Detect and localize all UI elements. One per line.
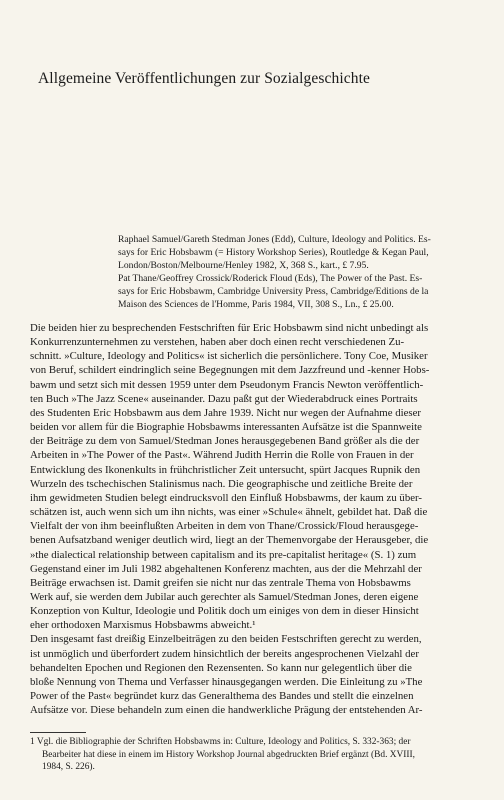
body-line: Werk auf, sie werden dem Jubilar auch gerechter als Samuel/Stedman Jones, deren eigene	[30, 590, 419, 603]
review-body	[30, 321, 474, 717]
body-line: Den insgesamt fast dreißig Einzelbeiträgen zu den beiden Festschriften gerecht zu werden,	[30, 633, 422, 646]
bibliography-line: London/Boston/Melbourne/Henley 1982, X, 368 S., kart., £ 7.95.	[118, 260, 369, 271]
body-line: des Studenten Eric Hobsbawm aus dem Jahre 1939. Nicht nur wegen der Aufnahme dieser	[30, 406, 421, 419]
bibliography-line: says for Eric Hobsbawm, Cambridge University Press, Cambridge/Editions de la	[118, 286, 429, 297]
body-line: Gegenstand einer im Juli 1982 abgehaltenen Konferenz machten, aus der die Mehrzahl der	[30, 562, 422, 575]
bibliography-line: says for Eric Hobsbawm (= History Workshop Series), Routledge & Kegan Paul,	[118, 247, 429, 258]
footnote	[30, 736, 474, 774]
body-line: ihm gewidmeten Studien belegt eindrucksvoll den Einfluß Hobsbawms, der kaum zu über-	[30, 491, 422, 504]
body-line: ist unmöglich und überfordert zudem hinsichtlich der bereits angesprochenen Vielzahl der	[30, 647, 419, 660]
body-line: Konkurrenzunternehmen zu verstehen, haben aber doch einen recht verschiedenen Zu-	[30, 336, 405, 349]
footnote-divider	[30, 732, 86, 733]
bibliography-line: Maison des Sciences de l'Homme, Paris 1984, VII, 308 S., Ln., £ 25.00.	[118, 299, 394, 310]
body-line: »the dialectical relationship between capitalism and its pre-capitalist heritage« (S. 1) zum	[30, 548, 417, 561]
body-line: Beiträge erwachsen ist. Damit greifen sie nicht nur das zentrale Thema von Hobsbawms	[30, 576, 411, 589]
body-line: Konzeption von Kultur, Ideologie und Politik doch um einiges von dem in dieser Hinsicht	[30, 605, 419, 618]
body-line: bawm und setzt sich mit dessen 1959 unter dem Pseudonym Francis Newton veröffentlich-	[30, 378, 424, 391]
bibliography-line: Raphael Samuel/Gareth Stedman Jones (Edd), Culture, Ideology and Politics. Es-	[118, 234, 431, 245]
body-line: bloße Nennung von Thema und Verfasser hinausgegangen werden. Die Einleitung zu »The	[30, 675, 423, 688]
footnote-line: 1 Vgl. die Bibliographie der Schriften Hobsbawms in: Culture, Ideology and Politics, S. 332-363; der	[30, 737, 411, 747]
body-line: Wurzeln des tschechischen Stalinismus nach. Die geographische und zeitliche Breite der	[30, 477, 413, 490]
body-line: der Beiträge zu dem von Samuel/Stedman Jones herausgegebenen Band größer als die der	[30, 435, 420, 448]
body-line: Die beiden hier zu besprechenden Festschriften für Eric Hobsbawm sind nicht unbedingt als	[30, 322, 429, 334]
bibliographic-entries	[118, 233, 470, 311]
bibliography-line: Pat Thane/Geoffrey Crossick/Roderick Floud (Eds), The Power of the Past. Es-	[118, 273, 423, 284]
body-line: benen Aufsatzband weniger deutlich wird, liegt an der Themenvorgabe der Herausgeber, die	[30, 534, 429, 547]
body-line: Power of the Past« begründet kurz das Generalthema des Bandes und stellt die einzelnen	[30, 690, 414, 703]
body-line: Vielfalt der von ihm beeinflußten Arbeiten in dem von Thane/Crossick/Floud herausgege-	[30, 520, 419, 533]
body-line: Arbeiten in »The Power of the Past«. Während Judith Herrin die Rolle von Frauen in der	[30, 449, 414, 462]
body-line: beiden vor allem für die Biographie Hobsbawms interessanten Aufsätze ist die Spannweite	[30, 421, 422, 434]
body-line: eher orthodoxen Marxismus Hobsbawms abweicht.¹	[30, 619, 256, 632]
footnote-line: 1984, S. 226).	[42, 762, 95, 773]
body-line: Entwicklung des Ikonenkults in frühchristlicher Zeit untersucht, spürt Jacques Rupnik den	[30, 463, 421, 476]
body-line: schnitt. »Culture, Ideology and Politics« ist sicherlich die persönlichere. Tony Coe, Musiker	[30, 350, 428, 363]
body-line: ten Buch »The Jazz Scene« auseinander. Dazu paßt gut der Wiederabdruck eines Portraits	[30, 392, 418, 405]
section-heading: Allgemeine Veröffentlichungen zur Sozialgeschichte	[38, 70, 370, 87]
body-line: behandelten Epochen und Regionen den Rezensenten. So kann nur gelegentlich über die	[30, 661, 412, 674]
body-line: schätzen ist, auch wenn sich um ihn nichts, was einer »Schule« ähnelt, gebildet hat. Daß die	[30, 506, 428, 519]
body-line: Aufsätze vor. Diese behandeln zum einen die handwerkliche Prägung der entstehenden Ar-	[30, 704, 423, 717]
footnote-line: Bearbeiter hat diese in einem im History Workshop Journal abgedruckten Brief ergänzt (Bd. XVIII,	[42, 749, 416, 760]
body-line: von Beruf, schildert eindringlich seine Begegnungen mit dem Jazzfreund und -kenner Hobs-	[30, 364, 430, 377]
